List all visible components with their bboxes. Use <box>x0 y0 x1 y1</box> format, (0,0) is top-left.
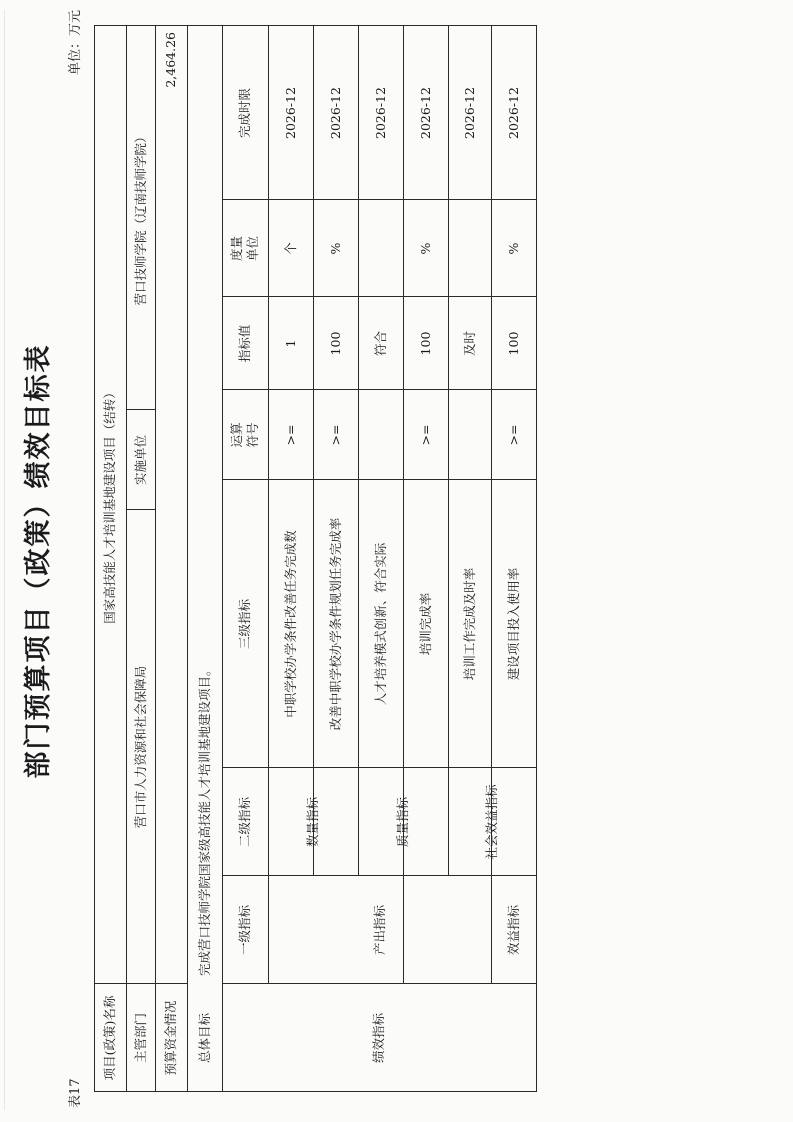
row-op: >= <box>417 424 433 446</box>
header-deadline: 完成时限 <box>237 88 253 139</box>
page-title: 部门预算项目（政策）绩效目标表 <box>23 343 54 779</box>
budget-label: 预算资金情况 <box>163 1000 179 1076</box>
level2-quality: 质量指标 <box>395 797 411 848</box>
row-unit: % <box>327 242 343 255</box>
perf-label: 绩效指标 <box>371 1013 387 1064</box>
table-number: 表17 <box>68 1078 83 1108</box>
project-name-value: 国家高技能人才培训基地建设项目（结转） <box>102 386 118 624</box>
header-unit: 度量 单位 <box>229 236 260 262</box>
row-level3: 中职学校办学条件改善任务完成数 <box>282 530 298 718</box>
row-level3: 建设项目投入使用率 <box>505 567 521 681</box>
header-level3: 三级指标 <box>237 599 253 650</box>
row-deadline: 2026-12 <box>461 87 477 139</box>
row-deadline: 2026-12 <box>417 87 433 139</box>
dept-label: 主管部门 <box>132 1013 148 1064</box>
row-deadline: 2026-12 <box>282 87 298 139</box>
row-op: >= <box>282 424 298 446</box>
row-value: 100 <box>505 331 521 356</box>
row-value: 1 <box>282 339 298 348</box>
header-value: 指标值 <box>237 324 253 363</box>
row-value: 100 <box>327 331 343 356</box>
row-unit: 个 <box>282 242 298 255</box>
header-level1: 一级指标 <box>237 905 253 956</box>
goal-label: 总体目标 <box>196 1013 212 1064</box>
row-deadline: 2026-12 <box>372 87 388 139</box>
row-level3: 培训完成率 <box>417 592 433 656</box>
row-level3: 人才培养模式创新、符合实际 <box>372 542 388 706</box>
row-deadline: 2026-12 <box>327 87 343 139</box>
row-deadline: 2026-12 <box>505 87 521 139</box>
row-value: 及时 <box>461 331 477 357</box>
budget-value: 2,464.26 <box>163 32 179 88</box>
row-value: 100 <box>417 331 433 356</box>
level1-benefit: 效益指标 <box>505 905 521 956</box>
dept-value: 营口市人力资源和社会保障局 <box>132 665 148 829</box>
level1-output: 产出指标 <box>371 905 387 956</box>
impl-value: 营口技师学院（辽南技师学院） <box>132 130 148 306</box>
row-op: >= <box>505 424 521 446</box>
project-name-label: 项目(政策)名称 <box>102 995 118 1081</box>
row-op <box>358 390 403 480</box>
row-unit: % <box>417 242 433 255</box>
row-op <box>448 390 491 480</box>
header-op: 运算 符号 <box>229 422 260 448</box>
row-unit <box>358 200 403 297</box>
impl-label: 实施单位 <box>132 435 148 486</box>
level2-quantity: 数量指标 <box>305 797 321 848</box>
header-level2: 二级指标 <box>237 797 253 848</box>
row-op: >= <box>327 424 343 446</box>
row-level3: 培训工作完成及时率 <box>461 567 477 681</box>
row-value: 符合 <box>372 331 388 357</box>
row-level3: 改善中职学校办学条件规划任务完成率 <box>327 517 343 731</box>
row-unit: % <box>505 242 521 255</box>
unit-label: 单位：万元 <box>68 10 83 76</box>
level2-social: 社会效益指标 <box>484 784 500 860</box>
goal-value: 完成营口技师学院国家级高技能人才培训基地建设项目。 <box>196 663 212 976</box>
row-unit <box>448 200 491 297</box>
